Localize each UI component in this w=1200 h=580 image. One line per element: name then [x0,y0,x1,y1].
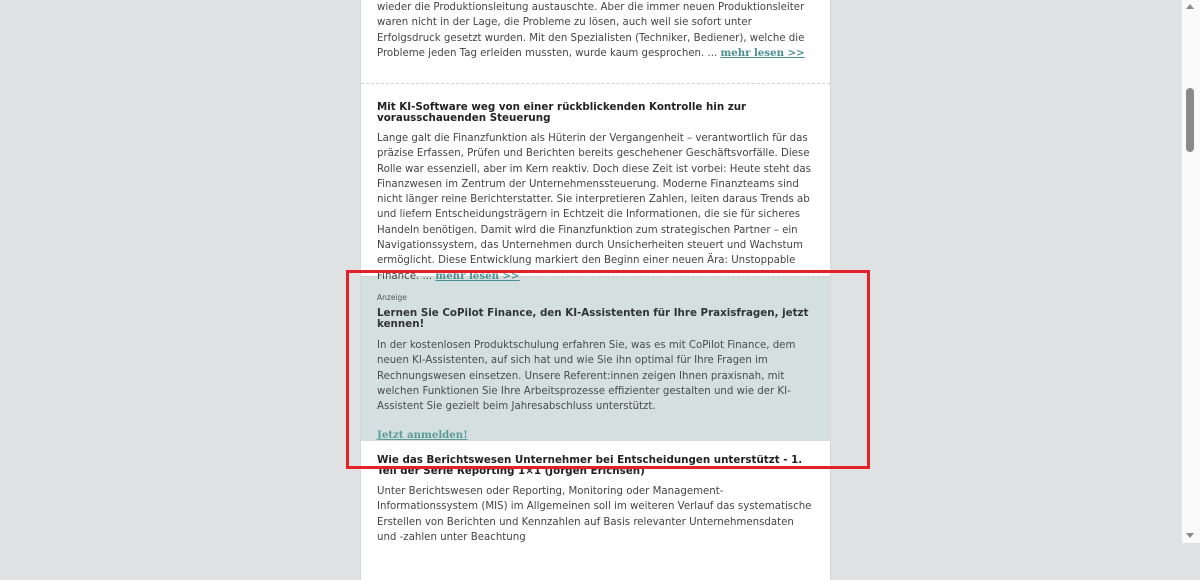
article-text: Lange galt die Finanzfunktion als Hüterin der Vergangenheit – verantwortlich für das präzise Erfassen, Prüfen und Berichten bereits geschehener Geschäftsvorfälle. Diese Rolle war essenziell, aber im Kern reaktiv. Doch diese Zeit ist vorbei: Heute steht das Finanzwesen im Zentrum der Unternehmenssteuerung. Moderne Finanzteams sind nicht länger reine Berichterstatter. Sie interpretieren Zahlen, leiten daraus Trends ab und liefern Entscheidungsträgern in Echtzeit die Informationen, die sie für sicheres Handeln benötigen. Damit wird die Finanzfunktion zum strategischen Partner – ein Navigationssystem, das Unternehmen durch Unsicherheiten steuert und Wachstum ermöglicht. Diese Entwicklung markiert den Beginn einer neuen Ära: Unstoppable Finance. ... mehr lesen >> [377,133,811,282]
article-title[interactable]: Mit KI-Software weg von einer rückblickenden Kontrolle hin zur vorausschauenden Steuerung [377,101,747,124]
article-text: Unter Berichtswesen oder Reporting, Monitoring oder Management-Informationssystem (MIS) im Allgemeinen soll im weiteren Verlauf das systematische Erstellen von Berichten und Kennzahlen auf Basis relevanter Unternehmensdaten und -zahlen unter Beachtung [377,486,812,543]
ad-title: Lernen Sie CoPilot Finance, den KI-Assistenten für Ihre Praxisfragen, jetzt kennen! [377,307,809,330]
ad-label: Anzeige [377,293,407,302]
register-link[interactable]: Jetzt anmelden! [377,429,468,442]
scrollbar[interactable] [1182,0,1200,543]
read-more-link[interactable]: mehr lesen >> [435,269,520,282]
article-text: wieder die Produktionsleitung austauschte. Aber die immer neuen Produktionsleiter waren nicht in der Lage, die Probleme zu lösen, auch weil sie sofort unter Erfolgsdruck gesetzt wurden. Mit den Spezialisten (Techniker, Bediener), welche die Probleme jeden Tag erleiden mussten, wurde kaum gesprochen. ... mehr lesen >> [377,2,805,59]
scroll-down-arrow-icon[interactable] [1186,533,1194,538]
article-ki-software [361,84,830,282]
scroll-up-arrow-icon[interactable] [1186,4,1194,9]
read-more-link[interactable]: mehr lesen >> [720,46,805,59]
article-production [361,0,830,83]
scrollbar-thumb[interactable] [1186,88,1194,152]
article-title[interactable]: Wie das Berichtswesen Unternehmer bei Entscheidungen unterstützt - 1. Teil der Serie Reporting 1×1 (Jörgen Erichsen) [377,454,803,477]
content-column [360,0,831,580]
article-reporting [361,441,830,545]
advertisement [361,276,830,441]
ad-text: In der kostenlosen Produktschulung erfahren Sie, was es mit CoPilot Finance, dem neuen KI-Assistenten, auf sich hat und wie Sie ihn optimal für Ihre Fragen im Rechnungswesen einsetzen. Unsere Referent:innen zeigen Ihnen praxisnah, mit welchen Funktionen Sie Ihre Arbeitsprozesse effizienter gestalten und wie der KI-Assistent Sie gezielt beim Jahresabschluss unterstützt. [377,340,796,413]
